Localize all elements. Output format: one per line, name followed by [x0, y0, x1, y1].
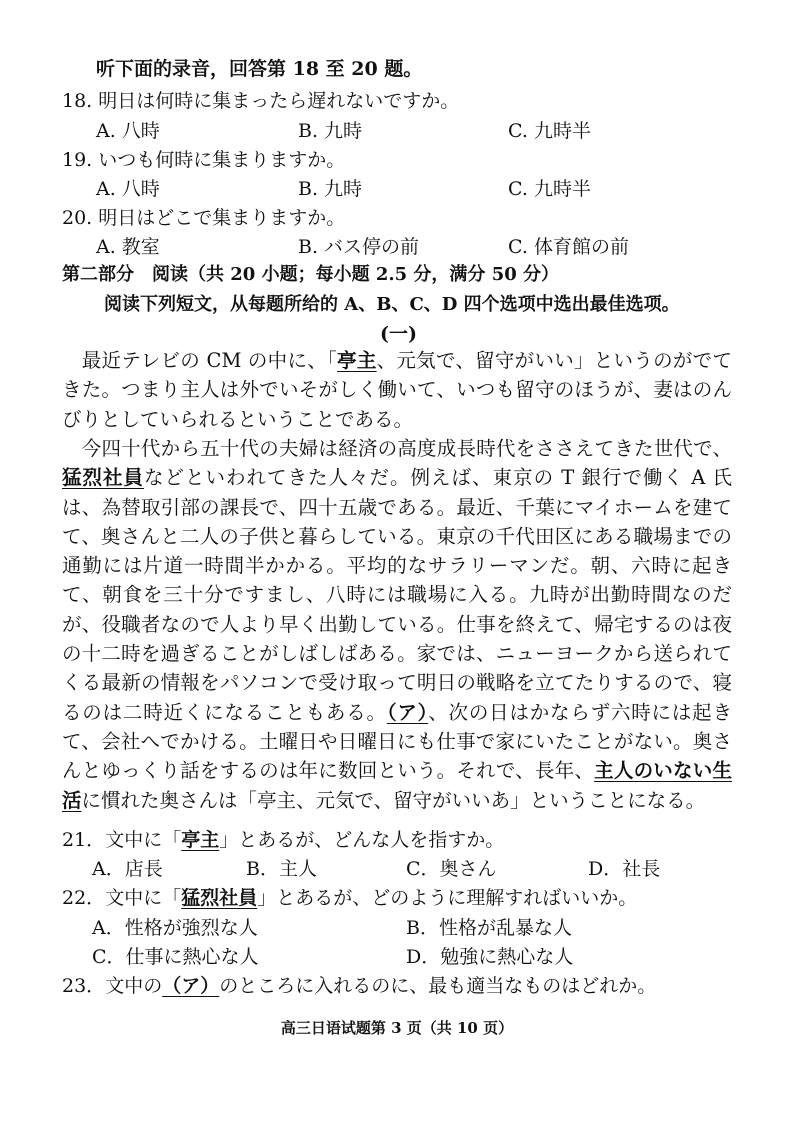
- question-18: [62, 89, 459, 113]
- option-22-b: B．性格が乱暴な人: [406, 917, 572, 939]
- option-21-b: B．主人: [246, 858, 317, 880]
- passage-text: 、元気で、留守がいい」というのがでてきた。つまり主人は外でいそがしく働いて、いつも留守のほうが、妻はのんびりとしていられるということである。: [62, 349, 732, 431]
- passage-text: に慣れた奥さんは「亭主、元気で、留守がいいあ」ということになる。: [81, 788, 706, 812]
- question-23: [62, 974, 656, 998]
- underlined-term: 猛烈社員: [62, 466, 145, 490]
- blank-marker: （ア）: [386, 700, 429, 724]
- question-term: 猛烈社員: [181, 887, 258, 909]
- question-text: 」とあるが、どんな人を指すか。: [219, 829, 505, 851]
- option-18-b: B. 九時: [298, 120, 363, 142]
- question-21: [62, 828, 504, 852]
- underlined-term: 主人のいない生活: [62, 759, 732, 812]
- option-22-a: A．性格が強烈な人: [92, 917, 258, 939]
- question-number: 18.: [62, 90, 93, 112]
- question-text: 文中に「: [105, 887, 182, 909]
- question-text: 文中の: [105, 975, 163, 997]
- option-19-c: C. 九時半: [508, 178, 591, 200]
- listening-instruction: 听下面的录音，回答第 18 至 20 题。: [96, 58, 423, 80]
- option-19-b: B. 九時: [298, 178, 363, 200]
- question-term: （ア）: [162, 975, 220, 997]
- option-18-c: C. 九時半: [508, 120, 591, 142]
- option-22-d: D．勉強に熱心な人: [406, 946, 574, 968]
- question-text: 明日はどこで集まりますか。: [98, 207, 346, 229]
- section-instruction: 阅读下列短文，从每题所给的 A、B、C、D 四个选项中选出最佳选项。: [104, 294, 680, 315]
- question-19: [62, 148, 345, 172]
- option-18-a: A. 八時: [96, 120, 160, 142]
- question-text: いつも何時に集まりますか。: [98, 149, 346, 171]
- question-20: [62, 206, 345, 230]
- section-title: 第二部分 阅读（共 20 小题；每小题 2.5 分，满分 50 分）: [62, 264, 560, 285]
- passage-paragraph-2: [62, 434, 732, 815]
- passage-paragraph-1: [62, 346, 732, 434]
- question-text: 文中に「: [105, 829, 182, 851]
- question-term: 亭主: [181, 829, 220, 851]
- passage-text: 今四十代から五十代の夫婦は経済の高度成長時代をささえてきた世代で、: [81, 437, 732, 460]
- option-22-c: C．仕事に熱心な人: [92, 946, 259, 968]
- option-21-c: C．奥さん: [406, 858, 497, 880]
- question-number: 19.: [62, 149, 93, 171]
- question-text: 明日は何時に集まったら遅れないですか。: [98, 90, 460, 112]
- underlined-term: 亭主: [337, 349, 377, 372]
- question-22: [62, 886, 637, 910]
- question-number: 23．: [62, 975, 106, 997]
- passage-text: 最近テレビの CM の中に、「: [81, 349, 338, 372]
- question-number: 22．: [62, 887, 106, 909]
- question-number: 21．: [62, 829, 106, 851]
- question-text: のところに入れるのに、最も適当なものはどれか。: [219, 975, 657, 997]
- passage-text: 、次の日はかならず六時には起きて、会社へでかける。土曜日や日曜日にも仕事で家にいたことがない。奥さんとゆっくり話をするのは年に数回という。それで、長年、: [62, 700, 732, 783]
- question-text: 」とあるが、どのように理解すればいいか。: [257, 887, 638, 909]
- option-20-b: B. バス停の前: [298, 236, 420, 258]
- option-21-d: D．社長: [588, 858, 661, 880]
- option-20-c: C. 体育館の前: [508, 236, 629, 258]
- option-21-a: A．店長: [92, 858, 163, 880]
- option-20-a: A. 教室: [96, 236, 160, 258]
- passage-text: などといわれてきた人々だ。例えば、東京の T 銀行で働く A 氏は、為替取引部の課長で、四十五歳である。最近、千葉にマイホームを建てて、奥さんと二人の子供と暮らしている。東京の千代田区にある職場までの通勤には片道一時間半かかる。平均的なサラリーマンだ。朝、六時に起きて、朝食を三十分ですまし、八時には職場に入る。九時が出勤時間なのだが、役職者なので人より早く出勤している。仕事を終えて、帰宅するのは夜の十二時を過ぎることがしばしばある。家では、ニューヨークから送られてくる最新の情報をパソコンで受け取って明日の戦略を立てたりするので、寝るのは二時近くになることもある。: [62, 466, 732, 724]
- question-number: 20.: [62, 207, 93, 229]
- passage-label: (一): [380, 323, 417, 345]
- option-19-a: A. 八時: [96, 178, 160, 200]
- page-footer: 高三日语试题第 3 页（共 10 页）: [280, 1019, 514, 1037]
